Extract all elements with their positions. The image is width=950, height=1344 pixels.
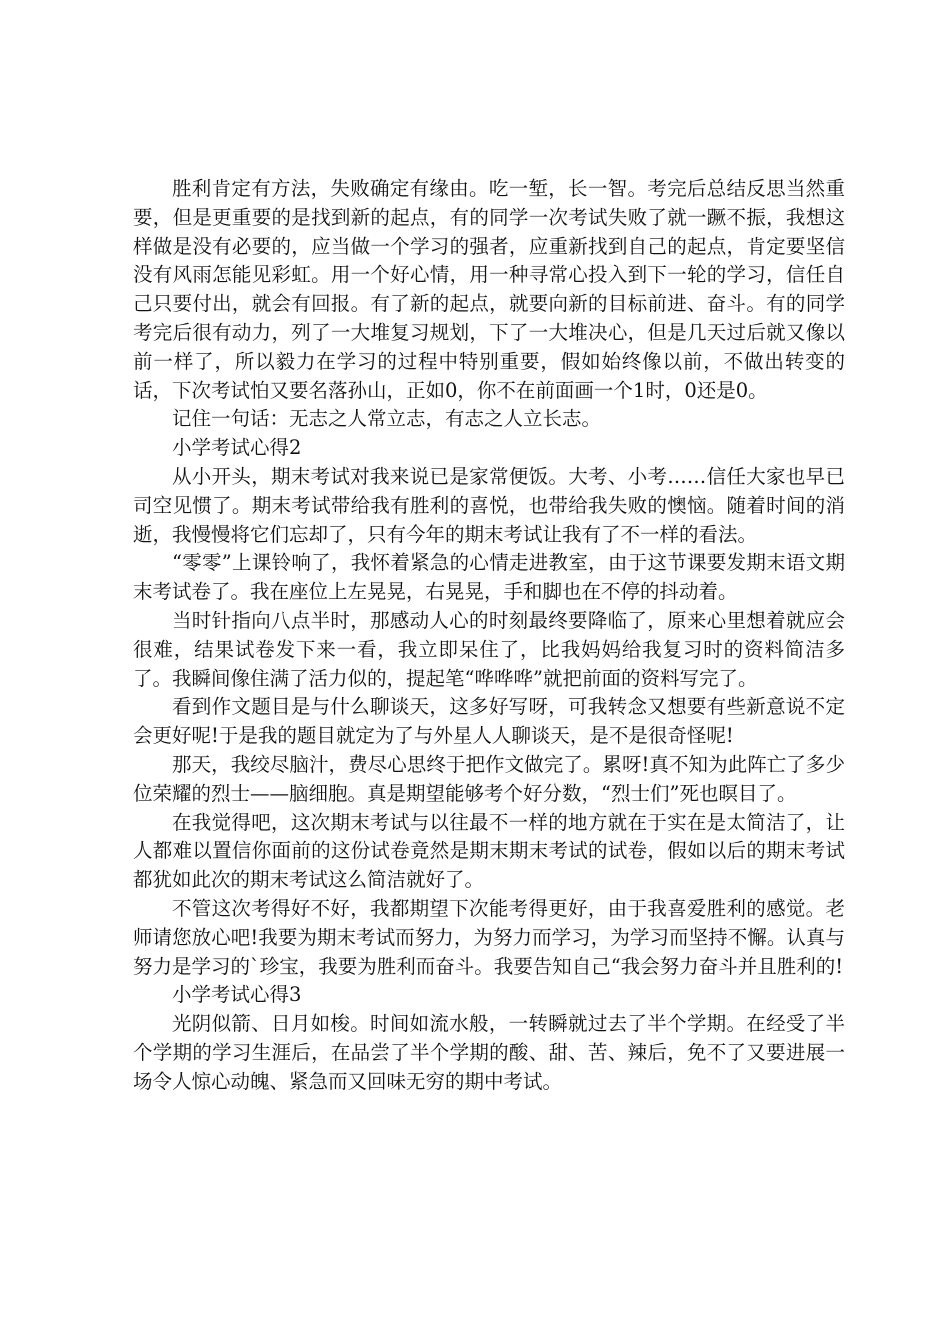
paragraph: 当时针指向八点半时，那感动人心的时刻最终要降临了，原来心里想着就应会很难，结果试卷发下来一看，我立即呆住了，比我妈妈给我复习时的资料简洁多了。我瞬间像住满了活力似的，提起笔“哗哗哗”就把前面的资料写完了。	[133, 608, 845, 690]
document-body	[133, 175, 845, 1097]
paragraph: 胜利肯定有方法，失败确定有缘由。吃一堑，长一智。考完后总结反思当然重要，但是更重要的是找到新的起点，有的同学一次考试失败了就一蹶不振，我想这样做是没有必要的，应当做一个学习的强者，应重新找到自己的起点，肯定要坚信没有风雨怎能见彩虹。用一个好心情，用一种寻常心投入到下一轮的学习，信任自己只要付出，就会有回报。有了新的起点，就要向新的目标前进、奋斗。有的同学考完后很有动力，列了一大堆复习规划，下了一大堆决心，但是几天过后就又像以前一样了，所以毅力在学习的过程中特别重要，假如始终像以前，不做出转变的话，下次考试怕又要名落孙山，正如0，你不在前面画一个1时，0还是0。	[133, 177, 845, 402]
paragraph: 从小开头，期末考试对我来说已是家常便饭。大考、小考……信任大家也早已司空见惯了。期末考试带给我有胜利的喜悦，也带给我失败的懊恼。随着时间的消逝，我慢慢将它们忘却了，只有今年的期末考试让我有了不一样的看法。	[133, 464, 845, 546]
section-heading: 小学考试心得3	[172, 983, 302, 1007]
paragraph: 不管这次考得好不好，我都期望下次能考得更好，由于我喜爱胜利的感觉。老师请您放心吧!我要为期末考试而努力，为努力而学习，为学习而坚持不懈。认真与努力是学习的`珍宝，我要为胜利而奋斗。我要告知自己“我会努力奋斗并且胜利的!	[133, 896, 845, 978]
paragraph: “零零”上课铃响了，我怀着紧急的心情走进教室，由于这节课要发期末语文期末考试卷了。我在座位上左晃晃，右晃晃，手和脚也在不停的抖动着。	[133, 551, 845, 604]
paragraph: 在我觉得吧，这次期末考试与以往最不一样的地方就在于实在是太简洁了，让人都难以置信你面前的这份试卷竟然是期末期末考试的试卷，假如以后的期末考试都犹如此次的期末考试这么简洁就好了。	[133, 810, 845, 892]
section-heading: 小学考试心得2	[172, 436, 302, 460]
paragraph: 记住一句话：无志之人常立志，有志之人立长志。	[172, 407, 602, 431]
paragraph: 看到作文题目是与什么聊谈天，这多好写呀，可我转念又想要有些新意说不定会更好呢!于是我的题目就定为了与外星人人聊谈天，是不是很奇怪呢!	[133, 695, 845, 748]
paragraph: 那天，我绞尽脑汁，费尽心思终于把作文做完了。累呀!真不知为此阵亡了多少位荣耀的烈士——脑细胞。真是期望能够考个好分数，“烈士们”死也暝目了。	[133, 752, 845, 805]
paragraph: 光阴似箭、日月如梭。时间如流水般，一转瞬就过去了半个学期。在经受了半个学期的学习生涯后，在品尝了半个学期的酸、甜、苦、辣后，免不了又要进展一场令人惊心动魄、紧急而又回味无穷的期中考试。	[133, 1012, 845, 1093]
